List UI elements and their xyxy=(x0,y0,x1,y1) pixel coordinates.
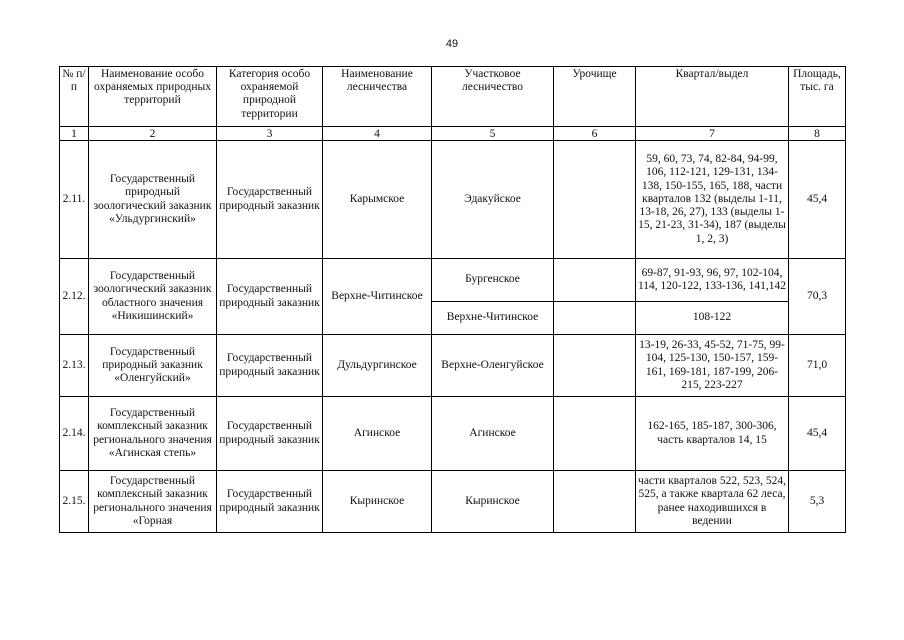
forestry-name: Агинское xyxy=(323,397,432,471)
table-row xyxy=(60,471,846,533)
area-size: 5,3 xyxy=(789,471,846,533)
area-name: Государственный природный зоологический заказник «Ульдургинский» xyxy=(89,141,217,259)
table-row xyxy=(60,335,846,397)
row-num: 2.13. xyxy=(60,335,89,397)
quarters: 162-165, 185-187, 300-306, часть кварталов 14, 15 xyxy=(636,397,789,471)
forestry-name: Верхне-Читинское xyxy=(323,259,432,335)
column-number: 1 xyxy=(60,127,89,141)
forestry-name: Карымское xyxy=(323,141,432,259)
column-number: 2 xyxy=(89,127,217,141)
quarters: 69-87, 91-93, 96, 97, 102-104, 114, 120-122, 133-136, 141,142 xyxy=(636,259,789,302)
tract-name xyxy=(554,259,636,302)
quarters: 59, 60, 73, 74, 82-84, 94-99, 106, 112-121, 129-131, 134-138, 150-155, 165, 188, части кварталов 132 (выделы 1-11, 13-18, 26, 27), 133 (выделы 1-15, 21-23, 31-34), 187 (выделы 1, 2, 3) xyxy=(636,141,789,259)
row-num: 2.15. xyxy=(60,471,89,533)
header-cell-num: № п/п xyxy=(60,67,89,127)
district-name: Верхне-Оленгуйское xyxy=(432,335,554,397)
district-name: Верхне-Читинское xyxy=(432,302,554,335)
area-size: 71,0 xyxy=(789,335,846,397)
column-number: 3 xyxy=(217,127,323,141)
header-cell-district: Участковое лесничество xyxy=(432,67,554,127)
row-num: 2.12. xyxy=(60,259,89,335)
forestry-name: Кыринское xyxy=(323,471,432,533)
area-name: Государственный комплексный заказник регионального значения «Агинская степь» xyxy=(89,397,217,471)
area-size: 45,4 xyxy=(789,141,846,259)
table-row xyxy=(60,259,846,302)
area-category: Государственный природный заказник xyxy=(217,335,323,397)
column-number: 4 xyxy=(323,127,432,141)
district-name: Агинское xyxy=(432,397,554,471)
row-num: 2.11. xyxy=(60,141,89,259)
header-cell-name: Наименование особо охраняемых природных территорий xyxy=(89,67,217,127)
tract-name xyxy=(554,302,636,335)
quarters: части кварталов 522, 523, 524, 525, а также квартала 62 леса, ранее находившихся в ведении xyxy=(636,471,789,533)
table-row xyxy=(60,141,846,259)
table-header-row xyxy=(60,67,846,127)
column-number: 7 xyxy=(636,127,789,141)
area-name: Государственный природный заказник «Оленгуйский» xyxy=(89,335,217,397)
forestry-name: Дульдургинское xyxy=(323,335,432,397)
column-number: 8 xyxy=(789,127,846,141)
district-name: Эдакуйское xyxy=(432,141,554,259)
column-number: 6 xyxy=(554,127,636,141)
tract-name xyxy=(554,335,636,397)
area-category: Государственный природный заказник xyxy=(217,259,323,335)
header-cell-category: Категория особо охраняемой природной территории xyxy=(217,67,323,127)
header-cell-forestry: Наименование лесничества xyxy=(323,67,432,127)
area-size: 70,3 xyxy=(789,259,846,335)
area-category: Государственный природный заказник xyxy=(217,141,323,259)
table-row xyxy=(60,397,846,471)
header-cell-quarters: Квартал/выдел xyxy=(636,67,789,127)
tract-name xyxy=(554,141,636,259)
area-category: Государственный природный заказник xyxy=(217,471,323,533)
protected-areas-table xyxy=(59,66,846,533)
area-name: Государственный комплексный заказник регионального значения «Горная xyxy=(89,471,217,533)
district-name: Кыринское xyxy=(432,471,554,533)
row-num: 2.14. xyxy=(60,397,89,471)
header-cell-tract: Урочище xyxy=(554,67,636,127)
tract-name xyxy=(554,471,636,533)
tract-name xyxy=(554,397,636,471)
area-name: Государственный зоологический заказник областного значения «Никишинский» xyxy=(89,259,217,335)
area-category: Государственный природный заказник xyxy=(217,397,323,471)
header-cell-area: Площадь, тыс. га xyxy=(789,67,846,127)
quarters: 13-19, 26-33, 45-52, 71-75, 99-104, 125-130, 150-157, 159-161, 169-181, 187-199, 206-215, 223-227 xyxy=(636,335,789,397)
district-name: Бургенское xyxy=(432,259,554,302)
area-size: 45,4 xyxy=(789,397,846,471)
page-number: 49 xyxy=(445,38,459,50)
quarters: 108-122 xyxy=(636,302,789,335)
column-number: 5 xyxy=(432,127,554,141)
column-number-row xyxy=(60,127,846,141)
